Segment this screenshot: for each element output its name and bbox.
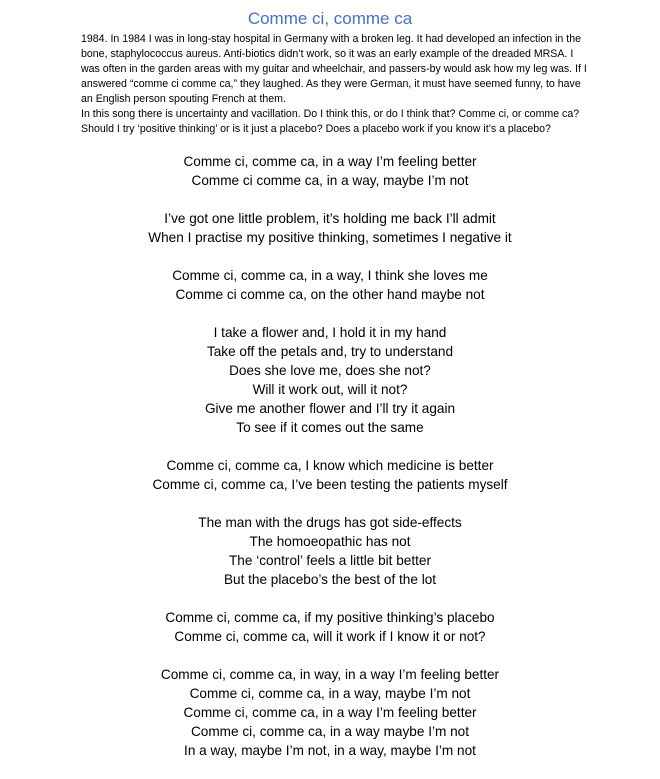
- lyric-line: The homoeopathic has not: [249, 534, 411, 549]
- lyric-line: Comme ci, comme ca, I know which medicine is better: [166, 458, 494, 473]
- lyric-line: The man with the drugs has got side-effects: [198, 515, 462, 530]
- lyric-line: Comme ci, comme ca, if my positive thinking’s placebo: [165, 610, 495, 625]
- lyric-line: Comme ci, comme ca, will it work if I know it or not?: [174, 629, 486, 644]
- lyric-line: When I practise my positive thinking, sometimes I negative it: [148, 230, 512, 245]
- song-title: Comme ci, comme ca: [247, 9, 413, 28]
- stanza: [0, 152, 660, 190]
- lyric-line: Comme ci, comme ca, in way, in a way I’m feeling better: [160, 667, 500, 682]
- stanza: [0, 513, 660, 589]
- lyric-line: Comme ci, comme ca, in a way, maybe I’m not: [189, 686, 471, 701]
- lyric-line: Comme ci, comme ca, in a way I’m feeling better: [183, 154, 477, 169]
- lyrics: [0, 152, 660, 779]
- lyric-line: But the placebo’s the best of the lot: [223, 572, 437, 587]
- stanza: [0, 665, 660, 760]
- lyric-line: I’ve got one little problem, it’s holding me back I’ll admit: [164, 211, 496, 226]
- lyric-line: Comme ci comme ca, on the other hand maybe not: [175, 287, 485, 302]
- stanza: [0, 456, 660, 494]
- intro-text: [81, 32, 591, 137]
- stanza: [0, 608, 660, 646]
- lyric-line: Give me another flower and I’ll try it again: [204, 401, 456, 416]
- lyric-line: The ‘control’ feels a little bit better: [229, 553, 431, 568]
- lyric-line: Take off the petals and, try to understand: [206, 344, 454, 359]
- lyric-line: Will it work out, will it not?: [252, 382, 408, 397]
- lyric-line: To see if it comes out the same: [236, 420, 424, 435]
- lyric-line: In a way, maybe I’m not, in a way, maybe I’m not: [184, 743, 476, 758]
- lyric-line: Comme ci, comme ca, in a way maybe I’m not: [190, 724, 469, 739]
- lyric-line: Comme ci, comme ca, I’ve been testing the patients myself: [152, 477, 508, 492]
- lyric-line: Comme ci, comme ca, in a way I’m feeling better: [183, 705, 477, 720]
- lyric-line: Comme ci comme ca, in a way, maybe I’m not: [191, 173, 469, 188]
- stanza: [0, 209, 660, 247]
- lyric-line: Comme ci, comme ca, in a way, I think she loves me: [172, 268, 488, 283]
- stanza: [0, 323, 660, 437]
- intro-paragraph: 1984. In 1984 I was in long-stay hospital in Germany with a broken leg. It had developed an infection in the bone, staphylococcus aureus. Anti-biotics didn’t work, so it was an early example of the dreaded MRSA. I was often in the garden areas with my guitar and wheelchair, and passers-by would ask how my leg was. If I answered “comme ci comme ca,” they laughed. As they were German, it must have seemed funny, to have an English person spouting French at them.: [81, 33, 587, 105]
- intro-paragraph: In this song there is uncertainty and vacillation. Do I think this, or do I think that? Comme ci, or comme ca? Should I try ‘positive thinking’ or is it just a placebo? Does a placebo work if you know it’s a placebo?: [81, 108, 580, 135]
- stanza: [0, 266, 660, 304]
- lyric-line: Does she love me, does she not?: [229, 363, 431, 378]
- lyric-line: I take a flower and, I hold it in my hand: [213, 325, 447, 340]
